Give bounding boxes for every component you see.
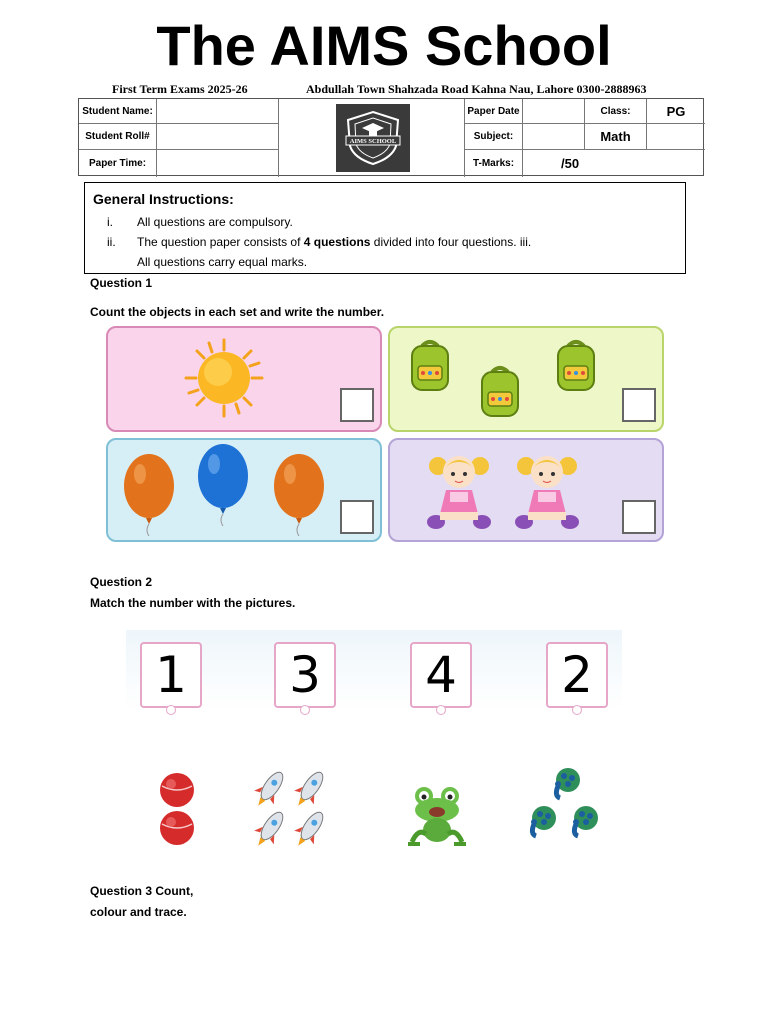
class-label: Class:	[585, 99, 647, 124]
rocket-icon[interactable]	[250, 766, 336, 850]
count-set-backpacks	[388, 326, 664, 432]
paper-time-field[interactable]	[157, 150, 279, 177]
match-dot[interactable]	[300, 705, 310, 715]
logo-text: AIMS SCHOOL	[349, 138, 397, 145]
instruction-item: All questions carry equal marks.	[137, 255, 308, 269]
sun-icon	[184, 338, 264, 418]
balloon-icon	[194, 442, 252, 526]
match-dot[interactable]	[572, 705, 582, 715]
balloon-icon	[120, 452, 178, 536]
shield-icon	[340, 108, 406, 168]
instruction-text: divided into four questions. iii.	[370, 235, 532, 249]
answer-box[interactable]	[622, 500, 656, 534]
instruction-item	[137, 235, 531, 249]
question3-title: Question 3 Count,	[90, 884, 194, 898]
count-set-dolls	[388, 438, 664, 542]
answer-box[interactable]	[340, 388, 374, 422]
subject-extra	[647, 124, 705, 150]
class-value: PG	[647, 99, 705, 124]
general-instructions	[84, 182, 686, 274]
balloon-icon	[270, 452, 328, 536]
student-name-field[interactable]	[157, 99, 279, 124]
count-set-sun	[106, 326, 382, 432]
number-card-2: 2	[546, 642, 608, 708]
subject-label: Subject:	[465, 124, 523, 150]
paper-date-label: Paper Date	[465, 99, 523, 124]
match-dot[interactable]	[436, 705, 446, 715]
match-dot[interactable]	[166, 705, 176, 715]
instruction-bold: 4 questions	[303, 235, 371, 249]
doll-icon	[424, 448, 494, 534]
answer-box[interactable]	[622, 388, 656, 422]
doll-icon	[512, 448, 582, 534]
tmarks-value: /50	[561, 156, 580, 171]
backpack-icon	[408, 338, 452, 394]
subject-value: Math	[585, 124, 647, 150]
backpack-icon	[478, 364, 522, 420]
student-name-label: Student Name:	[79, 99, 157, 124]
ball-icon[interactable]	[154, 772, 200, 848]
exam-term: First Term Exams 2025-26	[112, 82, 248, 96]
frog-icon[interactable]	[406, 784, 468, 848]
instruction-item: All questions are compulsory.	[137, 215, 293, 229]
school-address: Abdullah Town Shahzada Road Kahna Nau, Lahore 0300-2888963	[306, 82, 647, 96]
paper-time-label: Paper Time:	[79, 150, 157, 177]
instructions-title: General Instructions:	[93, 191, 234, 207]
roll-field[interactable]	[157, 124, 279, 150]
peacock-icon[interactable]	[522, 766, 604, 846]
paper-date-field[interactable]	[523, 99, 585, 124]
number-card-4: 4	[410, 642, 472, 708]
tmarks-label: T-Marks:	[465, 150, 523, 177]
instruction-number: ii.	[107, 235, 116, 249]
backpack-icon	[554, 338, 598, 394]
school-logo	[336, 104, 410, 172]
number-card-3: 3	[274, 642, 336, 708]
subject-blank	[523, 124, 585, 150]
instruction-text: The question paper consists of	[137, 235, 304, 249]
question2-title: Question 2	[90, 575, 153, 589]
question1-prompt: Count the objects in each set and write the number.	[90, 305, 385, 319]
roll-label: Student Roll#	[79, 124, 157, 150]
count-set-balloons	[106, 438, 382, 542]
question2-prompt: Match the number with the pictures.	[90, 596, 296, 610]
instruction-number: i.	[107, 215, 113, 229]
question3-prompt: colour and trace.	[90, 905, 187, 919]
answer-box[interactable]	[340, 500, 374, 534]
number-card-1: 1	[140, 642, 202, 708]
school-name: The AIMS School	[156, 14, 612, 77]
question1-title: Question 1	[90, 276, 153, 290]
